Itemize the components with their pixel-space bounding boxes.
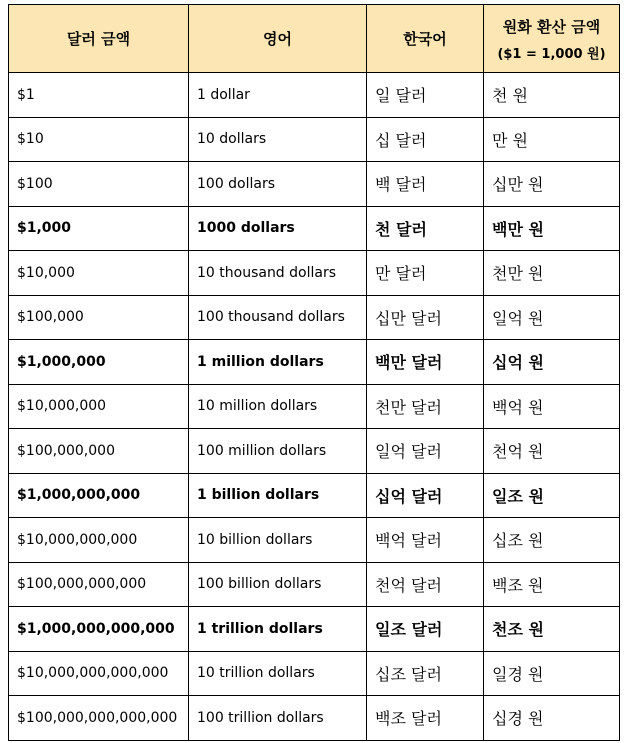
cell-krw: 십조 원 (484, 518, 620, 563)
currency-conversion-table (8, 4, 620, 741)
cell-krw: 천 원 (484, 73, 620, 118)
cell-usd: $10,000,000 (9, 384, 189, 429)
table-row (9, 473, 620, 518)
cell-krw: 일경 원 (484, 651, 620, 696)
cell-english: 100 dollars (189, 162, 367, 207)
cell-krw: 백억 원 (484, 384, 620, 429)
table-row (9, 73, 620, 118)
table-row (9, 651, 620, 696)
cell-usd: $1,000,000 (9, 340, 189, 385)
table-row (9, 340, 620, 385)
header-krw (484, 5, 620, 73)
header-row (9, 5, 620, 73)
cell-usd: $100,000,000,000 (9, 562, 189, 607)
cell-english: 1 billion dollars (189, 473, 367, 518)
cell-usd: $100,000,000 (9, 429, 189, 474)
table-row (9, 429, 620, 474)
table-row (9, 117, 620, 162)
cell-usd: $1,000 (9, 206, 189, 251)
header-english: 영어 (189, 5, 367, 73)
cell-usd: $1,000,000,000 (9, 473, 189, 518)
cell-english: 100 thousand dollars (189, 295, 367, 340)
cell-krw: 백조 원 (484, 562, 620, 607)
cell-english: 1 million dollars (189, 340, 367, 385)
table-row (9, 162, 620, 207)
cell-english: 100 million dollars (189, 429, 367, 474)
cell-english: 1 dollar (189, 73, 367, 118)
cell-korean: 백만 달러 (367, 340, 484, 385)
table-row (9, 696, 620, 741)
table-row (9, 562, 620, 607)
table-row (9, 295, 620, 340)
table-row (9, 607, 620, 652)
cell-english: 100 billion dollars (189, 562, 367, 607)
cell-english: 10 million dollars (189, 384, 367, 429)
cell-usd: $1 (9, 73, 189, 118)
cell-krw: 천조 원 (484, 607, 620, 652)
cell-english: 1000 dollars (189, 206, 367, 251)
cell-korean: 천억 달러 (367, 562, 484, 607)
cell-krw: 십만 원 (484, 162, 620, 207)
cell-usd: $10,000,000,000,000 (9, 651, 189, 696)
cell-korean: 백 달러 (367, 162, 484, 207)
cell-krw: 만 원 (484, 117, 620, 162)
table-row (9, 518, 620, 563)
cell-korean: 십 달러 (367, 117, 484, 162)
cell-usd: $10 (9, 117, 189, 162)
cell-korean: 천 달러 (367, 206, 484, 251)
cell-usd: $10,000 (9, 251, 189, 296)
cell-korean: 백억 달러 (367, 518, 484, 563)
cell-english: 100 trillion dollars (189, 696, 367, 741)
cell-usd: $100 (9, 162, 189, 207)
header-usd: 달러 금액 (9, 5, 189, 73)
cell-english: 10 thousand dollars (189, 251, 367, 296)
header-krw-label: 원화 환산 금액 (502, 17, 601, 36)
cell-krw: 십억 원 (484, 340, 620, 385)
cell-korean: 일억 달러 (367, 429, 484, 474)
cell-english: 10 billion dollars (189, 518, 367, 563)
cell-korean: 일조 달러 (367, 607, 484, 652)
table-body (9, 73, 620, 741)
cell-krw: 천억 원 (484, 429, 620, 474)
cell-korean: 천만 달러 (367, 384, 484, 429)
cell-krw: 천만 원 (484, 251, 620, 296)
cell-usd: $100,000 (9, 295, 189, 340)
cell-korean: 십조 달러 (367, 651, 484, 696)
cell-korean: 십만 달러 (367, 295, 484, 340)
cell-krw: 일억 원 (484, 295, 620, 340)
table-row (9, 384, 620, 429)
cell-korean: 일 달러 (367, 73, 484, 118)
cell-krw: 일조 원 (484, 473, 620, 518)
cell-krw: 백만 원 (484, 206, 620, 251)
cell-korean: 십억 달러 (367, 473, 484, 518)
cell-krw: 십경 원 (484, 696, 620, 741)
cell-usd: $100,000,000,000,000 (9, 696, 189, 741)
table-row (9, 251, 620, 296)
table-row (9, 206, 620, 251)
header-krw-rate: ($1 = 1,000 원) (497, 46, 606, 62)
cell-english: 10 trillion dollars (189, 651, 367, 696)
cell-korean: 만 달러 (367, 251, 484, 296)
header-korean: 한국어 (367, 5, 484, 73)
cell-english: 1 trillion dollars (189, 607, 367, 652)
cell-korean: 백조 달러 (367, 696, 484, 741)
cell-usd: $1,000,000,000,000 (9, 607, 189, 652)
cell-usd: $10,000,000,000 (9, 518, 189, 563)
cell-english: 10 dollars (189, 117, 367, 162)
